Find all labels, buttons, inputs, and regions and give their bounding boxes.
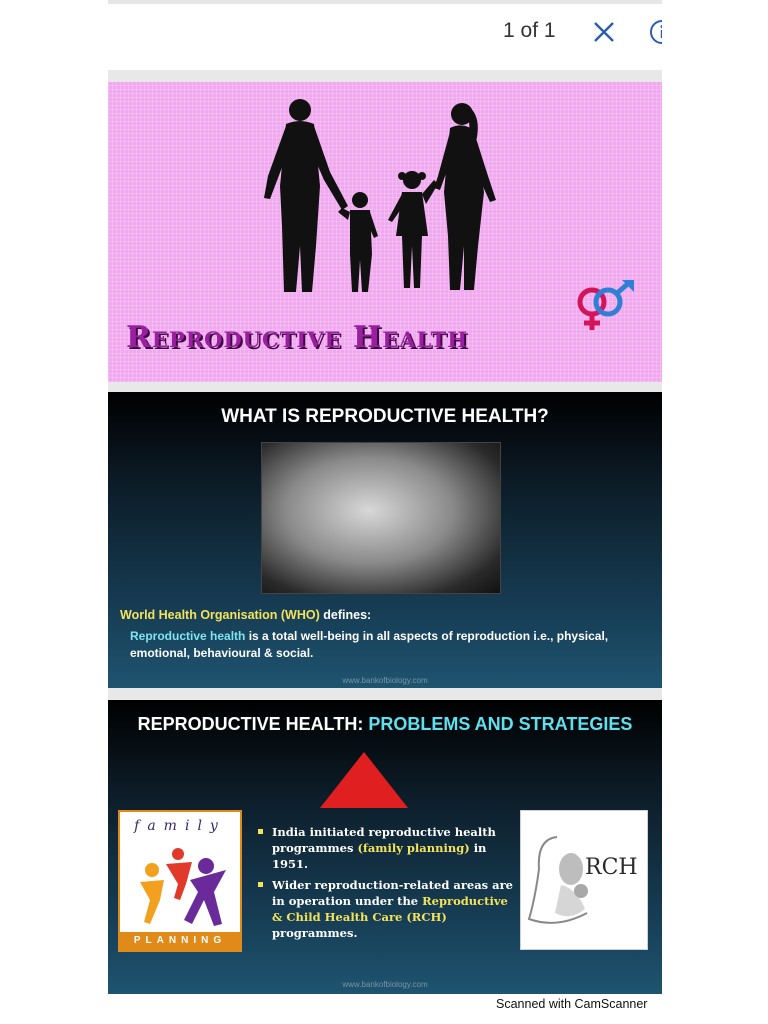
slide-title-reproductive-health: Reproductive Health xyxy=(126,320,469,355)
toolbar-shadow xyxy=(108,0,662,4)
title-highlight: PROBLEMS AND STRATEGIES xyxy=(368,714,633,734)
definition-text xyxy=(130,628,650,662)
family-figures-icon xyxy=(130,840,230,930)
camscanner-watermark: Scanned with CamScanner xyxy=(496,997,648,1011)
bullet2-highlight: Reproductive & Child Health Care (RCH) xyxy=(272,894,508,924)
rch-logo xyxy=(520,810,648,950)
bullet2-text-b: programmes. xyxy=(272,926,358,940)
slide-title: WHAT IS REPRODUCTIVE HEALTH? xyxy=(221,406,549,427)
bullet-list xyxy=(258,824,518,946)
family-logo-top-text: family xyxy=(134,818,226,834)
slide-what-is-reproductive-health xyxy=(108,392,662,688)
viewer-toolbar xyxy=(0,0,768,66)
close-button[interactable] xyxy=(590,18,618,46)
slide-reproductive-health-cover xyxy=(108,82,662,382)
bullet-item-1 xyxy=(258,824,518,872)
slide-title xyxy=(108,714,662,735)
who-name: World Health Organisation (WHO) xyxy=(120,608,320,622)
family-photo-image xyxy=(261,442,501,594)
who-line xyxy=(120,608,371,622)
family-planning-logo xyxy=(118,810,242,952)
who-suffix: defines: xyxy=(319,608,372,622)
page-counter: 1 of 1 xyxy=(503,19,556,42)
bullet1-text-a: India initiated reproductive health programmes xyxy=(272,825,496,855)
bullet1-highlight: (family planning) xyxy=(357,841,470,855)
family-silhouette-image xyxy=(238,96,508,316)
slide-footer-url: www.bankofbiology.com xyxy=(342,980,428,989)
title-prefix: REPRODUCTIVE HEALTH: xyxy=(137,714,369,734)
close-icon xyxy=(590,18,618,46)
info-button[interactable] xyxy=(648,18,662,46)
info-icon xyxy=(648,18,662,46)
definition-term: Reproductive health xyxy=(130,629,246,643)
bullet2-text-a: Wider reproduction-related areas are in operation under the xyxy=(272,878,513,908)
bullet-item-2 xyxy=(258,877,518,941)
family-logo-bottom-text: PLANNING xyxy=(120,932,240,950)
red-triangle-shape xyxy=(320,752,408,808)
slide-footer-url: www.bankofbiology.com xyxy=(342,676,428,685)
bullet1-text-b: in 1951. xyxy=(272,841,487,871)
rch-logo-text: RCH xyxy=(585,855,638,880)
definition-rest: is a total well-being in all aspects of reproduction i.e., physical, emotional, behavioural & social. xyxy=(130,629,609,660)
slide-problems-and-strategies xyxy=(108,700,662,994)
document-page xyxy=(108,70,662,994)
